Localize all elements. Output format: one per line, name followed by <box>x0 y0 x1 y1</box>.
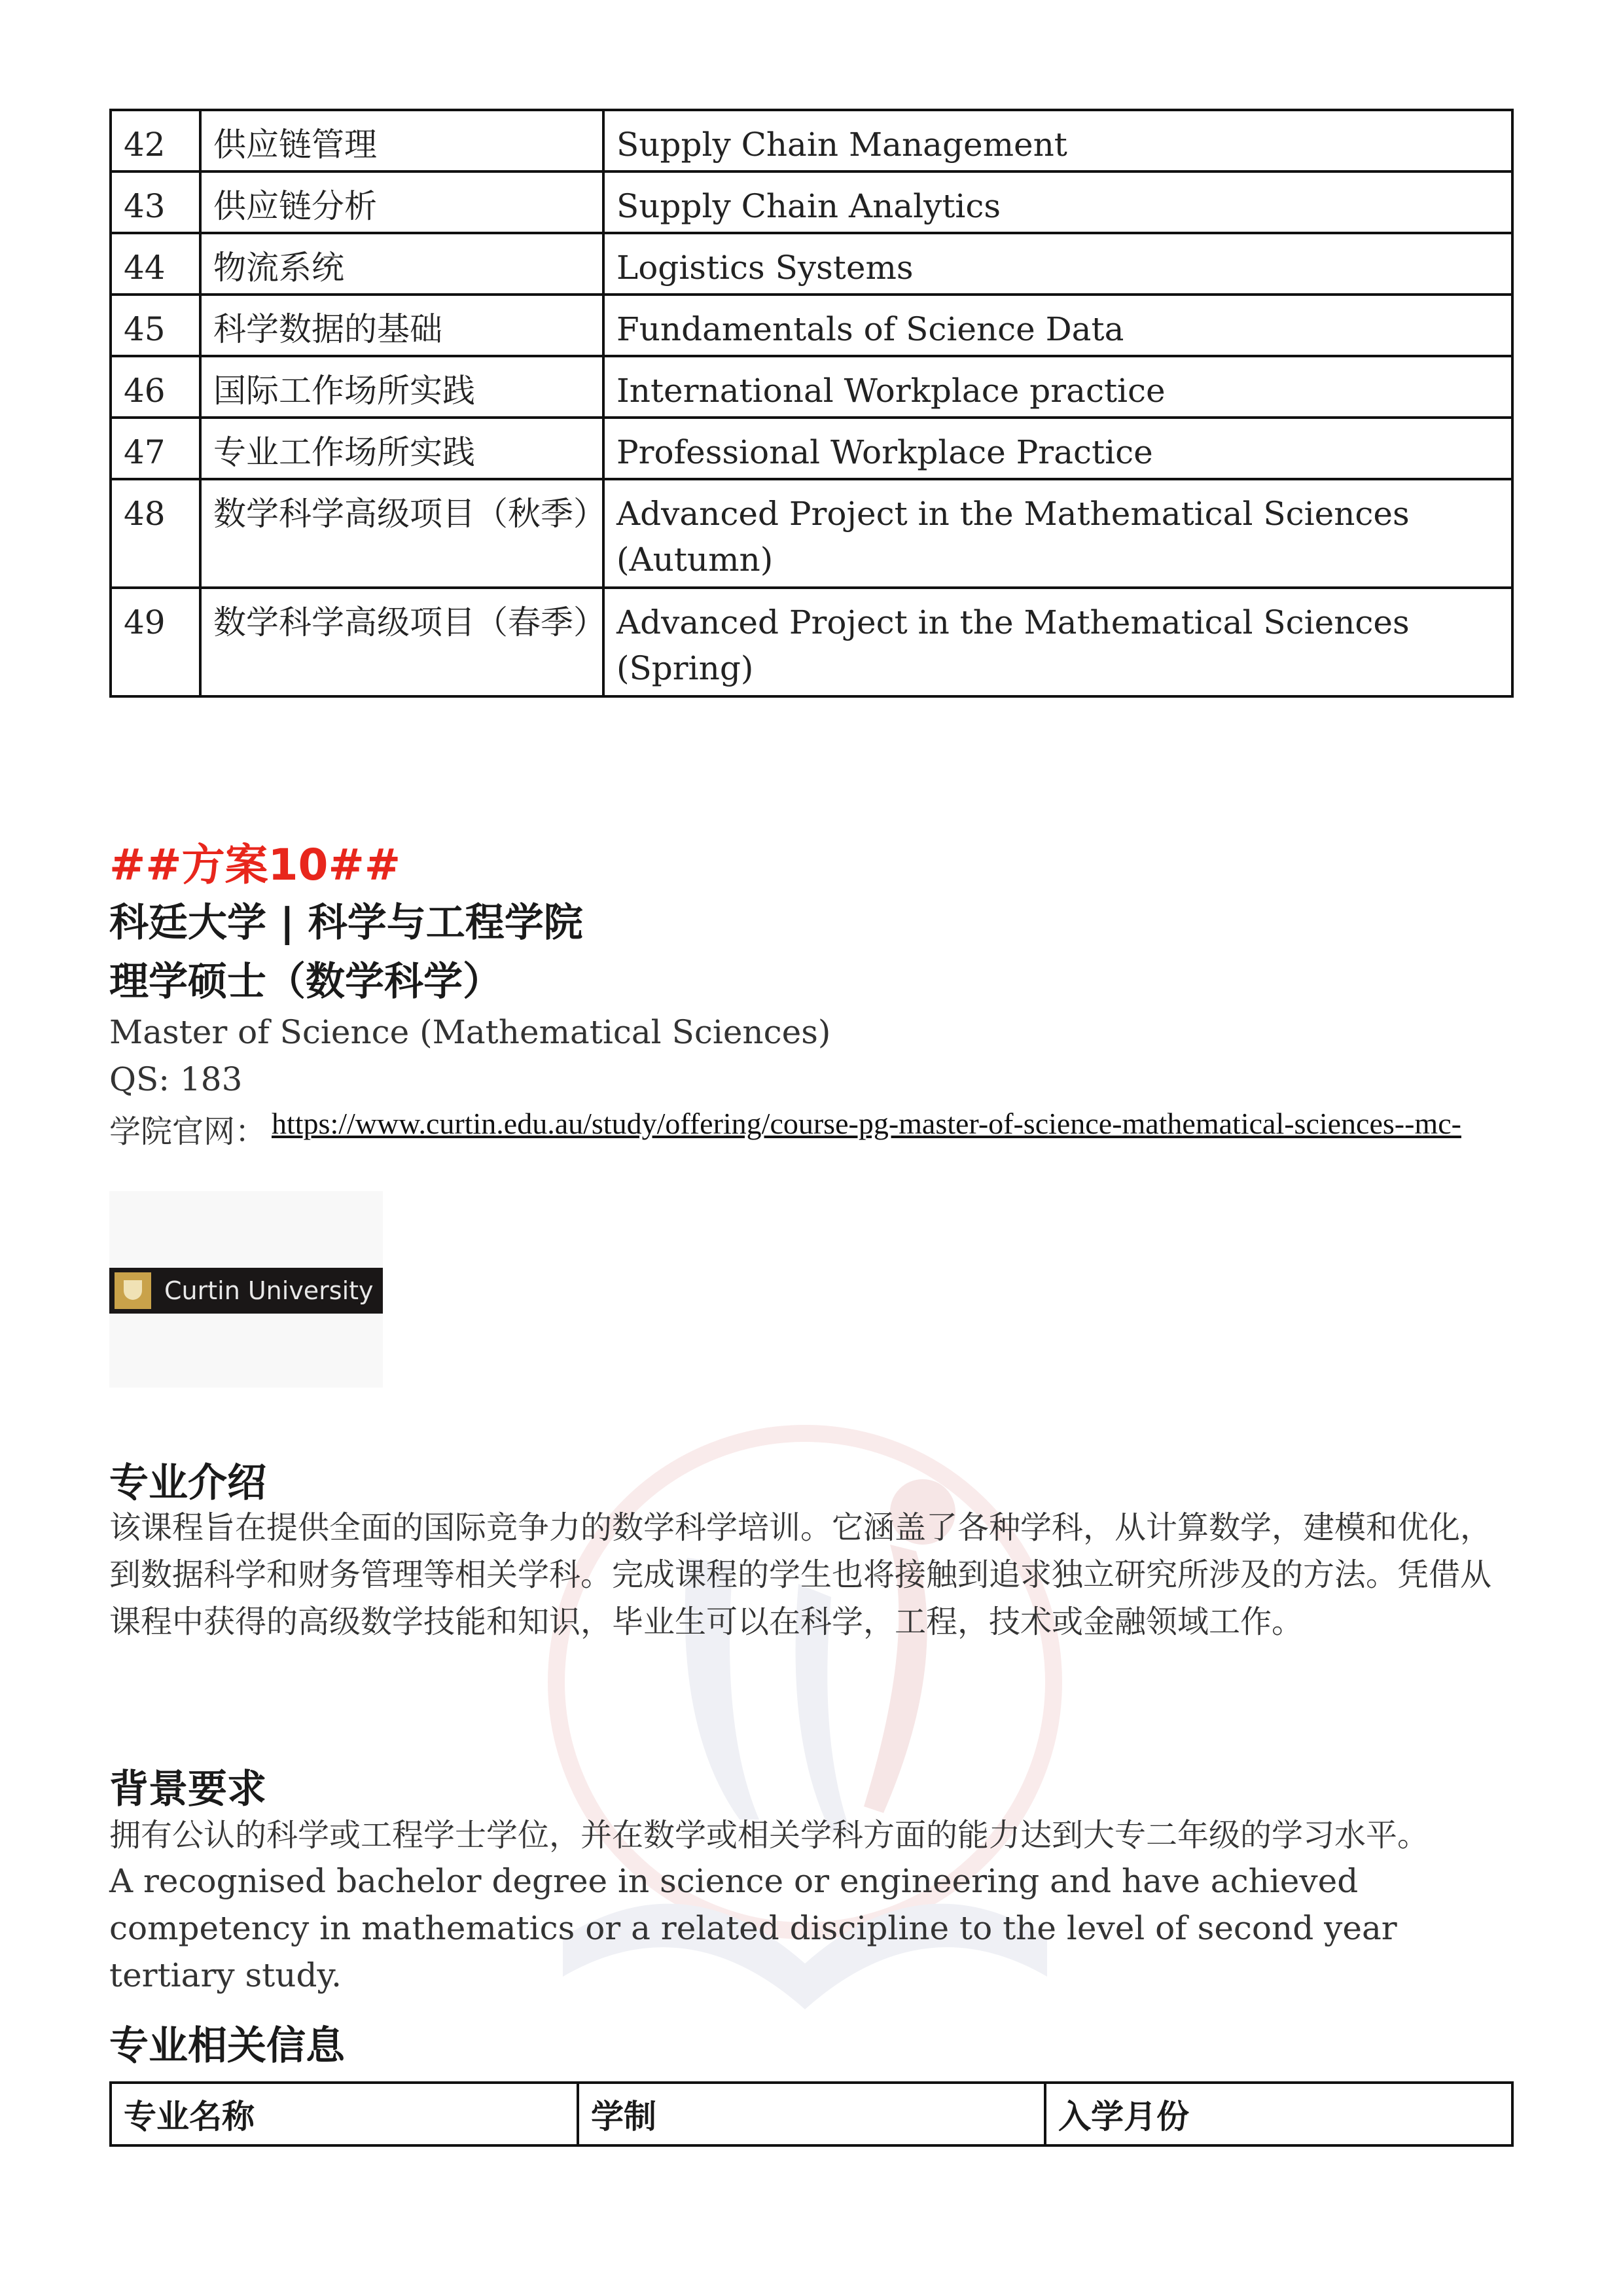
course-number: 43 <box>111 171 200 233</box>
course-number: 42 <box>111 110 200 171</box>
course-name-cn: 物流系统 <box>200 233 603 295</box>
table-row <box>111 588 1512 696</box>
column-header-duration: 学制 <box>578 2083 1045 2145</box>
intro-paragraph: 该课程旨在提供全面的国际竞争力的数学科学培训。它涵盖了各种学科，从计算数学，建模和优化，到数据科学和财务管理等相关学科。完成课程的学生也将接触到追求独立研究所涉及的方法。凭借从课程中获得的高级数学技能和知识，毕业生可以在科学，工程，技术或金融领域工作。 <box>109 1509 1492 1640</box>
course-name-cn: 专业工作场所实践 <box>200 418 603 479</box>
course-name-en: Fundamentals of Science Data <box>603 295 1512 356</box>
program-info-heading: 专业相关信息 <box>109 2023 345 2069</box>
table-row <box>111 418 1512 479</box>
website-label: 学院官网： <box>109 1113 267 1150</box>
course-number: 48 <box>111 479 200 588</box>
course-name-en: Logistics Systems <box>603 233 1512 295</box>
qs-ranking: QS: 183 <box>109 1060 243 1098</box>
column-header-intake: 入学月份 <box>1045 2083 1512 2145</box>
course-name-en: Advanced Project in the Mathematical Sciences (Spring) <box>603 588 1512 696</box>
course-number: 49 <box>111 588 200 696</box>
course-name-cn: 数学科学高级项目（春季） <box>200 588 603 696</box>
plan-title: ##方案10## <box>109 840 401 890</box>
curtin-university-logo <box>109 1268 383 1314</box>
course-number: 45 <box>111 295 200 356</box>
table-row <box>111 171 1512 233</box>
background-requirement-cn: 拥有公认的科学或工程学士学位，并在数学或相关学科方面的能力达到大专二年级的学习水平。 <box>109 1817 1429 1854</box>
background-requirement-en: A recognised bachelor degree in science or engineering and have achieved competency in mathematics or a related discipline to the level of second year tertiary study. <box>109 1862 1397 1994</box>
shield-icon <box>115 1272 151 1309</box>
course-name-en: Supply Chain Management <box>603 110 1512 171</box>
course-name-en: International Workplace practice <box>603 356 1512 418</box>
program-info-table <box>109 2081 1514 2147</box>
table-row <box>111 356 1512 418</box>
website-link[interactable]: https://www.curtin.edu.au/study/offering/course-pg-master-of-science-mathematical-sciences--mc- <box>272 1107 1461 1140</box>
column-header-program-name: 专业名称 <box>111 2083 578 2145</box>
degree-title-cn: 理学硕士（数学科学） <box>109 959 502 1005</box>
degree-title-en: Master of Science (Mathematical Sciences) <box>109 1013 831 1051</box>
table-row <box>111 295 1512 356</box>
table-row <box>111 479 1512 588</box>
table-header-row <box>111 2083 1512 2145</box>
course-number: 47 <box>111 418 200 479</box>
table-row <box>111 233 1512 295</box>
intro-heading: 专业介绍 <box>109 1460 266 1506</box>
course-table <box>109 109 1514 698</box>
course-name-en: Advanced Project in the Mathematical Sciences (Autumn) <box>603 479 1512 588</box>
course-name-cn: 数学科学高级项目（秋季） <box>200 479 603 588</box>
university-school-heading: 科廷大学 | 科学与工程学院 <box>109 900 583 946</box>
course-name-en: Professional Workplace Practice <box>603 418 1512 479</box>
course-name-en: Supply Chain Analytics <box>603 171 1512 233</box>
background-heading: 背景要求 <box>109 1767 266 1812</box>
logo-text: Curtin University <box>164 1276 374 1305</box>
course-name-cn: 国际工作场所实践 <box>200 356 603 418</box>
course-number: 44 <box>111 233 200 295</box>
course-name-cn: 供应链管理 <box>200 110 603 171</box>
course-number: 46 <box>111 356 200 418</box>
course-name-cn: 供应链分析 <box>200 171 603 233</box>
course-name-cn: 科学数据的基础 <box>200 295 603 356</box>
table-row <box>111 110 1512 171</box>
